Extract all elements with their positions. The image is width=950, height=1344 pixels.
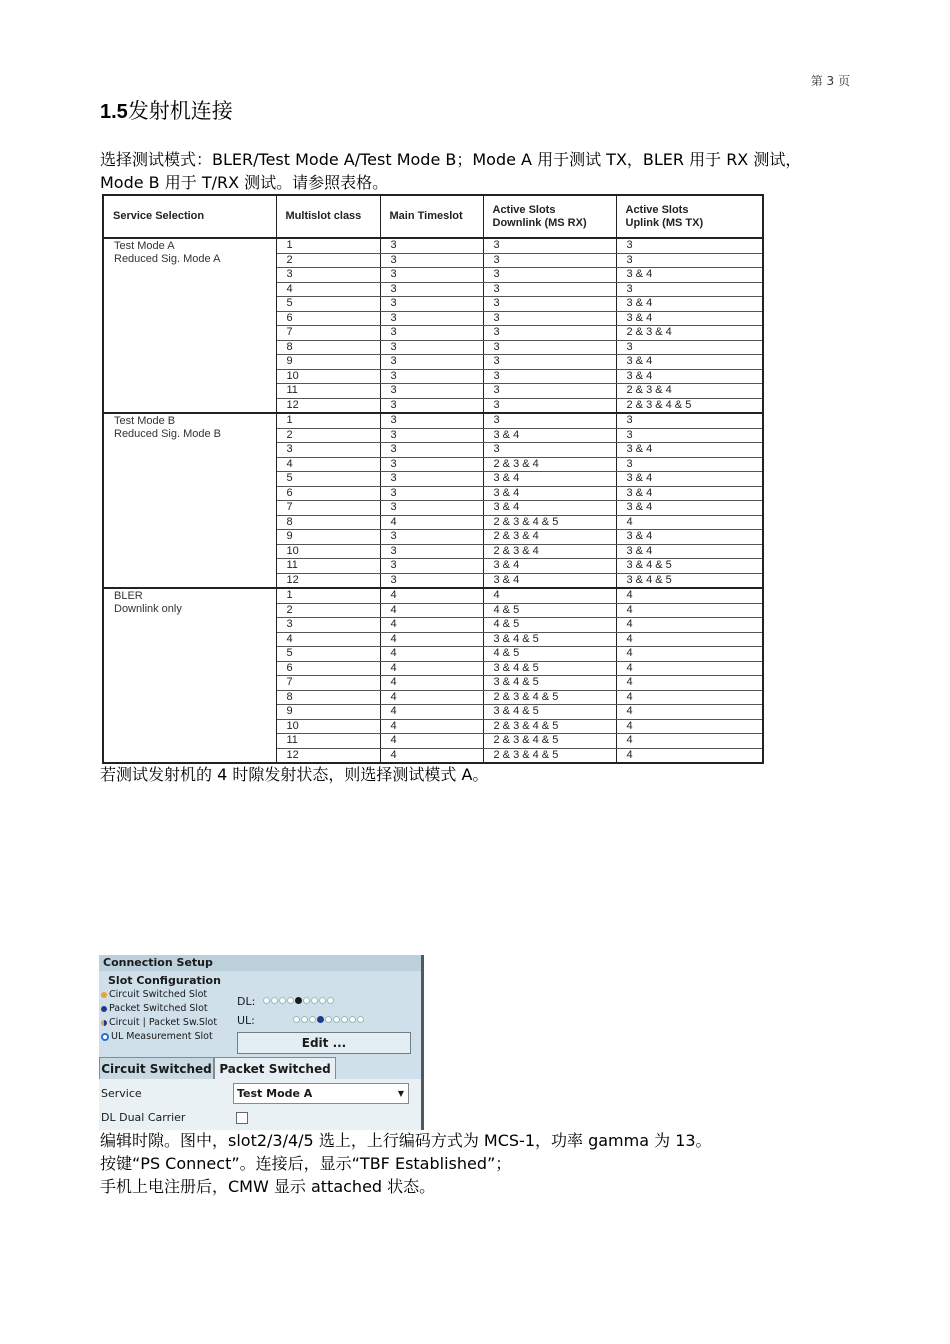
header-active-slots-uplink: Active Slots Uplink (MS TX) — [616, 195, 763, 238]
multislot-class-cell: 9 — [276, 705, 380, 720]
uplink-slots-cell: 2 & 3 & 4 & 5 — [616, 398, 763, 413]
main-timeslot-cell: 3 — [380, 253, 483, 268]
multislot-class-cell: 9 — [276, 530, 380, 545]
downlink-slots-cell: 2 & 3 & 4 & 5 — [483, 734, 616, 749]
uplink-slots-cell: 2 & 3 & 4 — [616, 326, 763, 341]
multislot-class-cell: 10 — [276, 719, 380, 734]
main-timeslot-cell: 3 — [380, 428, 483, 443]
main-timeslot-cell: 4 — [380, 647, 483, 662]
cmw-connection-setup-screenshot — [99, 955, 424, 1130]
service-select[interactable] — [233, 1083, 409, 1104]
table-row — [103, 413, 763, 428]
multislot-class-cell: 3 — [276, 618, 380, 633]
multislot-class-cell: 6 — [276, 486, 380, 501]
service-selection-cell: BLER Downlink only — [103, 588, 276, 763]
multislot-class-cell: 4 — [276, 282, 380, 297]
multislot-class-cell: 3 — [276, 443, 380, 458]
multislot-class-cell: 1 — [276, 588, 380, 603]
main-timeslot-cell: 3 — [380, 486, 483, 501]
main-timeslot-cell: 3 — [380, 238, 483, 253]
uplink-slots-cell: 4 — [616, 515, 763, 530]
main-timeslot-cell: 3 — [380, 398, 483, 413]
multislot-class-cell: 4 — [276, 632, 380, 647]
after-image-line-1: 编辑时隙。图中，slot2/3/4/5 选上，上行编码方式为 MCS-1，功率 gamma 为 13。 — [100, 1131, 712, 1150]
main-timeslot-cell: 4 — [380, 632, 483, 647]
uplink-slots-cell: 3 & 4 — [616, 443, 763, 458]
header-service-selection: Service Selection — [103, 195, 276, 238]
main-timeslot-cell: 3 — [380, 573, 483, 588]
downlink-slots-cell: 3 & 4 — [483, 573, 616, 588]
uplink-slots-cell: 4 — [616, 647, 763, 662]
service-selection-cell: Test Mode A Reduced Sig. Mode A — [103, 238, 276, 413]
main-timeslot-cell: 3 — [380, 355, 483, 370]
uplink-slots-cell: 3 & 4 — [616, 369, 763, 384]
uplink-slots-cell: 4 — [616, 705, 763, 720]
main-timeslot-cell: 3 — [380, 369, 483, 384]
multislot-class-cell: 6 — [276, 661, 380, 676]
multislot-class-cell: 12 — [276, 748, 380, 763]
main-timeslot-cell: 3 — [380, 472, 483, 487]
downlink-slots-cell: 2 & 3 & 4 & 5 — [483, 719, 616, 734]
downlink-slots-cell: 3 — [483, 398, 616, 413]
multislot-class-cell: 1 — [276, 238, 380, 253]
uplink-slots-cell: 4 — [616, 676, 763, 691]
multislot-class-cell: 7 — [276, 326, 380, 341]
tab-packet-switched[interactable]: Packet Switched — [214, 1057, 336, 1080]
uplink-slots-cell: 3 & 4 — [616, 530, 763, 545]
ring-dot-icon — [101, 1033, 109, 1041]
uplink-slots-cell: 3 & 4 — [616, 472, 763, 487]
main-timeslot-cell: 4 — [380, 515, 483, 530]
multislot-class-cell: 12 — [276, 398, 380, 413]
uplink-slots-cell: 3 & 4 — [616, 355, 763, 370]
main-timeslot-cell: 3 — [380, 443, 483, 458]
test-mode-table — [102, 194, 764, 764]
uplink-slots-cell: 3 & 4 & 5 — [616, 559, 763, 574]
tab-circuit-switched[interactable]: Circuit Switched — [99, 1057, 214, 1081]
downlink-slots-cell: 3 — [483, 282, 616, 297]
main-timeslot-cell: 3 — [380, 268, 483, 283]
section-heading — [100, 95, 233, 125]
main-timeslot-cell: 3 — [380, 282, 483, 297]
downlink-slots-cell: 3 — [483, 326, 616, 341]
downlink-slots-cell: 3 — [483, 443, 616, 458]
downlink-slots-cell: 2 & 3 & 4 — [483, 457, 616, 472]
after-image-line-3: 手机上电注册后，CMW 显示 attached 状态。 — [100, 1177, 436, 1196]
multislot-class-cell: 8 — [276, 515, 380, 530]
table-row — [103, 238, 763, 253]
uplink-slots-cell: 3 — [616, 457, 763, 472]
main-timeslot-cell: 3 — [380, 457, 483, 472]
multislot-class-cell: 5 — [276, 297, 380, 312]
after-image-line-2: 按键“PS Connect”。连接后，显示“TBF Established”； — [100, 1154, 512, 1173]
uplink-slots-cell: 3 & 4 & 5 — [616, 573, 763, 588]
main-timeslot-cell: 3 — [380, 326, 483, 341]
section-number: 1.5 — [100, 101, 128, 123]
uplink-slots-cell: 4 — [616, 690, 763, 705]
uplink-slots-cell: 3 — [616, 428, 763, 443]
downlink-slots-cell: 4 & 5 — [483, 618, 616, 633]
uplink-slots-cell: 3 — [616, 238, 763, 253]
downlink-slots-cell: 2 & 3 & 4 & 5 — [483, 690, 616, 705]
header-main-timeslot: Main Timeslot — [380, 195, 483, 238]
downlink-slots-cell: 4 & 5 — [483, 647, 616, 662]
multislot-class-cell: 7 — [276, 501, 380, 516]
service-select-value: Test Mode A — [237, 1087, 313, 1100]
after-table-note: 若测试发射机的 4 时隙发射状态，则选择测试模式 A。 — [100, 765, 489, 784]
main-timeslot-cell: 4 — [380, 588, 483, 603]
multislot-class-cell: 2 — [276, 428, 380, 443]
main-timeslot-cell: 3 — [380, 311, 483, 326]
multislot-class-cell: 12 — [276, 573, 380, 588]
uplink-slots-cell: 3 & 4 — [616, 297, 763, 312]
main-timeslot-cell: 4 — [380, 705, 483, 720]
multislot-class-cell: 3 — [276, 268, 380, 283]
downlink-slots-cell: 2 & 3 & 4 — [483, 544, 616, 559]
main-timeslot-cell: 3 — [380, 340, 483, 355]
downlink-slots-cell: 3 — [483, 340, 616, 355]
uplink-slots-cell: 3 & 4 — [616, 311, 763, 326]
main-timeslot-cell: 4 — [380, 734, 483, 749]
circuit-dot-icon — [101, 992, 107, 998]
downlink-slots-cell: 3 — [483, 297, 616, 312]
downlink-slots-cell: 4 & 5 — [483, 603, 616, 618]
edit-slots-button[interactable]: Edit ... — [237, 1032, 411, 1054]
downlink-slots-cell: 3 & 4 — [483, 472, 616, 487]
uplink-slots-cell: 4 — [616, 719, 763, 734]
downlink-slots-cell: 3 & 4 — [483, 428, 616, 443]
main-timeslot-cell: 4 — [380, 618, 483, 633]
downlink-slots-cell: 3 — [483, 369, 616, 384]
multislot-class-cell: 11 — [276, 734, 380, 749]
uplink-slots-cell: 3 & 4 — [616, 486, 763, 501]
legend-circuit-packet: Circuit | Packet Sw.Slot — [101, 1017, 217, 1028]
downlink-slots-cell: 3 & 4 — [483, 501, 616, 516]
section-title: 发射机连接 — [127, 99, 233, 123]
main-timeslot-cell: 3 — [380, 530, 483, 545]
downlink-slots-cell: 3 & 4 — [483, 559, 616, 574]
multislot-class-cell: 2 — [276, 603, 380, 618]
uplink-slots-cell: 3 — [616, 413, 763, 428]
legend-circuit-switched: Circuit Switched Slot — [101, 989, 207, 1000]
legend-packet-switched: Packet Switched Slot — [101, 1003, 208, 1014]
uplink-slots-cell: 4 — [616, 618, 763, 633]
main-timeslot-cell: 3 — [380, 384, 483, 399]
intro-line-1: 选择测试模式：BLER/Test Mode A/Test Mode B；Mode A 用于测试 TX，BLER 用于 RX 测试， — [100, 150, 802, 169]
uplink-slots-cell: 4 — [616, 588, 763, 603]
uplink-slots-cell: 3 & 4 — [616, 268, 763, 283]
ul-label: UL: — [237, 1014, 255, 1027]
uplink-slots-cell: 4 — [616, 603, 763, 618]
downlink-slots-cell: 2 & 3 & 4 & 5 — [483, 748, 616, 763]
downlink-slots-cell: 3 — [483, 253, 616, 268]
header-multislot-class: Multislot class — [276, 195, 380, 238]
uplink-slots-cell: 3 & 4 — [616, 544, 763, 559]
main-timeslot-cell: 3 — [380, 544, 483, 559]
downlink-slots-cell: 2 & 3 & 4 — [483, 530, 616, 545]
ul-slot-row[interactable] — [293, 1016, 364, 1023]
service-label: Service — [101, 1087, 142, 1100]
dropdown-arrow-icon: ▼ — [397, 1089, 404, 1098]
multislot-class-cell: 11 — [276, 559, 380, 574]
main-timeslot-cell: 3 — [380, 297, 483, 312]
dl-slot-row[interactable] — [263, 997, 334, 1004]
multislot-class-cell: 8 — [276, 340, 380, 355]
page-number: 第 3 页 — [810, 74, 850, 88]
downlink-slots-cell: 3 & 4 & 5 — [483, 632, 616, 647]
multislot-class-cell: 1 — [276, 413, 380, 428]
uplink-slots-cell: 3 & 4 — [616, 501, 763, 516]
multislot-class-cell: 6 — [276, 311, 380, 326]
test-mode-table-figure — [102, 194, 762, 764]
multislot-class-cell: 2 — [276, 253, 380, 268]
downlink-slots-cell: 3 & 4 & 5 — [483, 676, 616, 691]
header-active-slots-downlink: Active Slots Downlink (MS RX) — [483, 195, 616, 238]
main-timeslot-cell: 4 — [380, 690, 483, 705]
downlink-slots-cell: 3 — [483, 268, 616, 283]
dl-dual-carrier-checkbox[interactable] — [236, 1112, 248, 1124]
downlink-slots-cell: 3 — [483, 311, 616, 326]
multislot-class-cell: 5 — [276, 647, 380, 662]
multislot-class-cell: 5 — [276, 472, 380, 487]
multislot-class-cell: 10 — [276, 369, 380, 384]
downlink-slots-cell: 3 — [483, 355, 616, 370]
main-timeslot-cell: 3 — [380, 413, 483, 428]
multislot-class-cell: 10 — [276, 544, 380, 559]
table-row — [103, 588, 763, 603]
downlink-slots-cell: 3 & 4 & 5 — [483, 661, 616, 676]
multislot-class-cell: 11 — [276, 384, 380, 399]
main-timeslot-cell: 3 — [380, 559, 483, 574]
main-timeslot-cell: 3 — [380, 501, 483, 516]
downlink-slots-cell: 3 — [483, 384, 616, 399]
downlink-slots-cell: 4 — [483, 588, 616, 603]
multislot-class-cell: 8 — [276, 690, 380, 705]
legend-ul-measurement: UL Measurement Slot — [101, 1031, 213, 1042]
uplink-slots-cell: 4 — [616, 748, 763, 763]
multislot-class-cell: 4 — [276, 457, 380, 472]
uplink-slots-cell: 4 — [616, 734, 763, 749]
service-selection-cell: Test Mode B Reduced Sig. Mode B — [103, 413, 276, 588]
downlink-slots-cell: 3 — [483, 238, 616, 253]
uplink-slots-cell: 3 — [616, 340, 763, 355]
main-timeslot-cell: 4 — [380, 603, 483, 618]
multislot-class-cell: 7 — [276, 676, 380, 691]
dl-label: DL: — [237, 995, 256, 1008]
uplink-slots-cell: 4 — [616, 661, 763, 676]
downlink-slots-cell: 3 & 4 — [483, 486, 616, 501]
connection-setup-title: Connection Setup — [99, 955, 424, 971]
main-timeslot-cell: 4 — [380, 661, 483, 676]
slot-configuration-label: Slot Configuration — [108, 974, 221, 987]
main-timeslot-cell: 4 — [380, 748, 483, 763]
uplink-slots-cell: 2 & 3 & 4 — [616, 384, 763, 399]
uplink-slots-cell: 3 — [616, 282, 763, 297]
packet-dot-icon — [101, 1006, 107, 1012]
main-timeslot-cell: 4 — [380, 676, 483, 691]
multislot-class-cell: 9 — [276, 355, 380, 370]
main-timeslot-cell: 4 — [380, 719, 483, 734]
downlink-slots-cell: 2 & 3 & 4 & 5 — [483, 515, 616, 530]
half-dot-icon — [101, 1020, 107, 1026]
uplink-slots-cell: 4 — [616, 632, 763, 647]
downlink-slots-cell: 3 — [483, 413, 616, 428]
uplink-slots-cell: 3 — [616, 253, 763, 268]
dl-dual-carrier-label: DL Dual Carrier — [101, 1111, 186, 1124]
downlink-slots-cell: 3 & 4 & 5 — [483, 705, 616, 720]
intro-line-2: Mode B 用于 T/RX 测试。请参照表格。 — [100, 173, 389, 192]
